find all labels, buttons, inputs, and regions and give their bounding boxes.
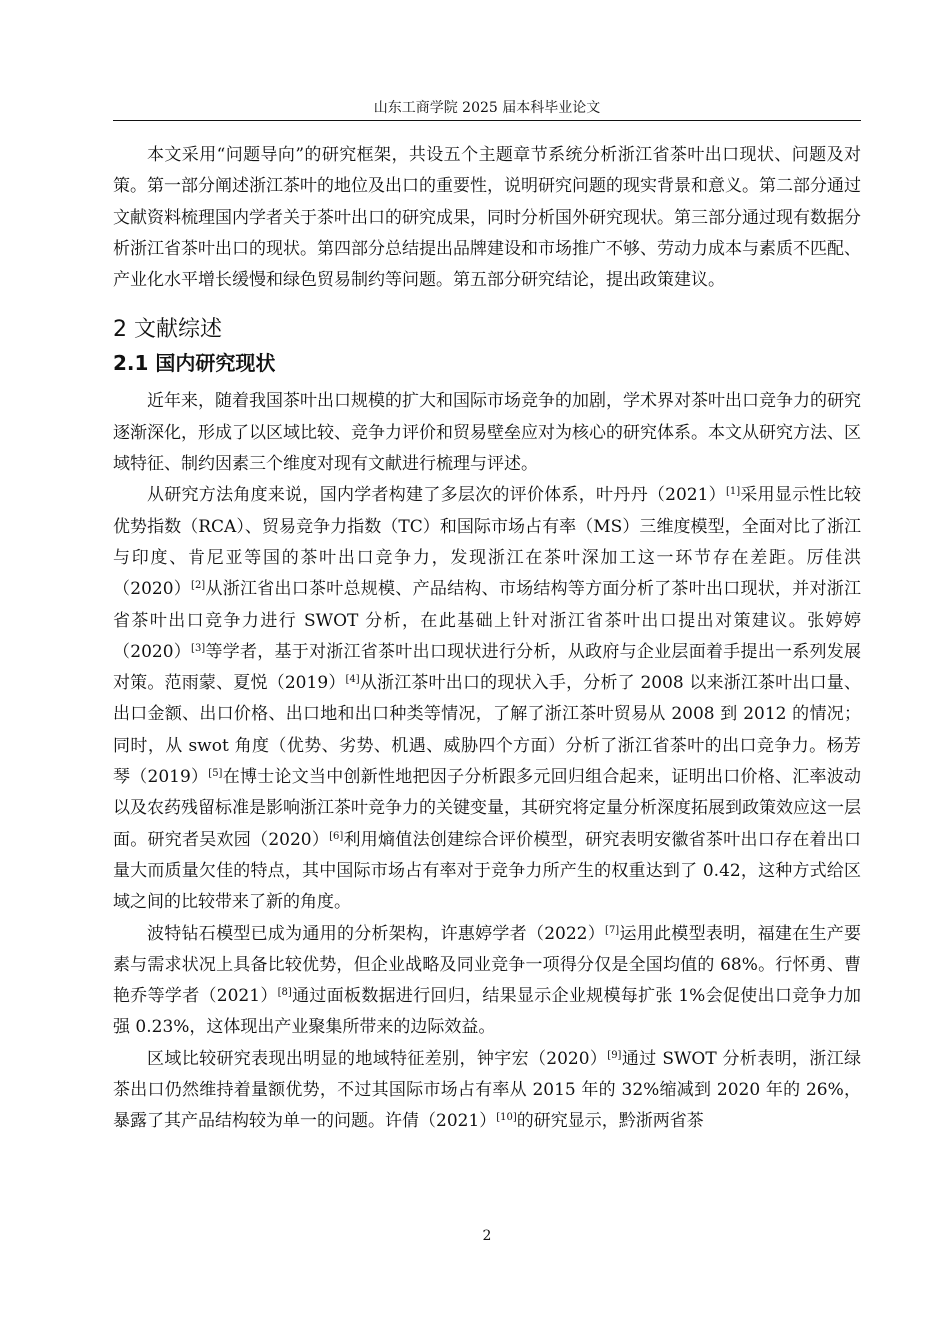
citation: [1] — [725, 486, 741, 498]
text-run: 的研究显示，黔浙两省茶 — [516, 1111, 704, 1132]
paragraph-porter — [113, 919, 861, 1044]
citation: [3] — [191, 642, 206, 654]
page-body — [113, 140, 861, 1138]
subsection-heading: 2.1 国内研究现状 — [113, 351, 276, 376]
page-number: 2 — [482, 1228, 492, 1244]
text-run: 区域比较研究表现出明显的地域特征差别，钟宇宏（2020） — [147, 1048, 608, 1069]
citation: [4] — [345, 674, 360, 686]
paragraph-regional — [113, 1044, 861, 1138]
citation: [9] — [607, 1049, 622, 1061]
text-run: 利用熵值法创建综合评价模型，研究表明安徽省茶叶出口存在着出口量大而质量欠佳的特点，其中国际市场占有率对于竞争力所产生的权重达到了 0.42，这种方式给区域之间的比较带来了新的角度。 — [113, 829, 862, 913]
text-run: 在博士论文当中创新性地把因子分析跟多元回归组合起来，证明出口价格、汇率波动以及农药残留标准是影响浙江茶叶竞争力的关键变量，其研究将定量分析深度拓展到政策效应这一层面。研究者吴欢园（2020） — [113, 767, 861, 850]
text-run: 从浙江茶叶出口的现状入手，分析了 2008 以来浙江茶叶出口量、出口金额、出口价格、出口地和出口种类等情况，了解了浙江茶叶贸易从 2008 到 2012 的情况；同时，从 swot 角度（优势、劣势、机遇、威胁四个方面）分析了浙江省茶叶的出口竞争力。杨芳琴（2019） — [113, 673, 861, 788]
text-run: 采用显示性比较优势指数（RCA）、贸易竞争力指数（TC）和国际市场占有率（MS）三维度模型，全面对比了浙江与印度、肯尼亚等国的茶叶出口竞争力，发现浙江在茶叶深加工这一环节存在差距。厉佳洪（2020） — [113, 485, 862, 600]
citation: [7] — [605, 924, 620, 936]
text-run: 通过 SWOT 分析表明，浙江绿茶出口仍然维持着量额优势，不过其国际市场占有率从 2015 年的 32%缩减到 2020 年的 26%，暴露了其产品结构较为单一的问题。许倩（2021） — [113, 1048, 862, 1132]
text-run: 波特钻石模型已成为通用的分析架构，许惠婷学者（2022） — [147, 923, 606, 944]
text-run: 从浙江省出口茶叶总规模、产品结构、市场结构等方面分析了茶叶出口现状，并对浙江省茶叶出口竞争力进行 SWOT 分析，在此基础上针对浙江省茶叶出口提出对策建议。张婷婷（2020） — [113, 579, 862, 662]
citation: [2] — [191, 580, 206, 592]
paragraph-methods — [113, 480, 861, 918]
section-heading: 2 文献综述 — [113, 317, 222, 343]
header-rule — [113, 120, 861, 121]
citation: [6] — [329, 830, 344, 842]
citation: [5] — [208, 768, 223, 780]
intro-paragraph: 本文采用“问题导向”的研究框架，共设五个主题章节系统分析浙江省茶叶出口现状、问题及对策。第一部分阐述浙江茶叶的地位及出口的重要性，说明研究问题的现实背景和意义。第二部分通过文献资料梳理国内学者关于茶叶出口的研究成果，同时分析国外研究现状。第三部分通过现有数据分析浙江省茶叶出口的现状。第四部分总结提出品牌建设和市场推广不够、劳动力成本与素质不匹配、产业化水平增长缓慢和绿色贸易制约等问题。第五部分研究结论，提出政策建议。 — [113, 145, 861, 291]
text-run: 运用此模型表明，福建在生产要素与需求状况上具备比较优势，但企业战略及同业竞争一项得分仅是全国均值的 68%。行怀勇、曹艳乔等学者（2021） — [113, 923, 862, 1007]
text-run: 等学者，基于对浙江省茶叶出口现状进行分析，从政府与企业层面着手提出一系列发展对策。范雨蒙、夏悦（2019） — [113, 641, 862, 694]
text-run: 从研究方法角度来说，国内学者构建了多层次的评价体系，叶丹丹（2021） — [147, 485, 726, 506]
citation: [8] — [277, 987, 292, 999]
citation: [10] — [496, 1112, 517, 1124]
running-header: 山东工商学院 2025 届本科毕业论文 — [373, 100, 601, 116]
paragraph-overview: 近年来，随着我国茶叶出口规模的扩大和国际市场竞争的加剧，学术界对茶叶出口竞争力的研究逐渐深化，形成了以区域比较、竞争力评价和贸易壁垒应对为核心的研究体系。本文从研究方法、区域特征、制约因素三个维度对现有文献进行梳理与评述。 — [113, 391, 861, 475]
text-run: 通过面板数据进行回归，结果显示企业规模每扩张 1%会促使出口竞争力加强 0.23%，这体现出产业聚集所带来的边际效益。 — [113, 986, 862, 1038]
